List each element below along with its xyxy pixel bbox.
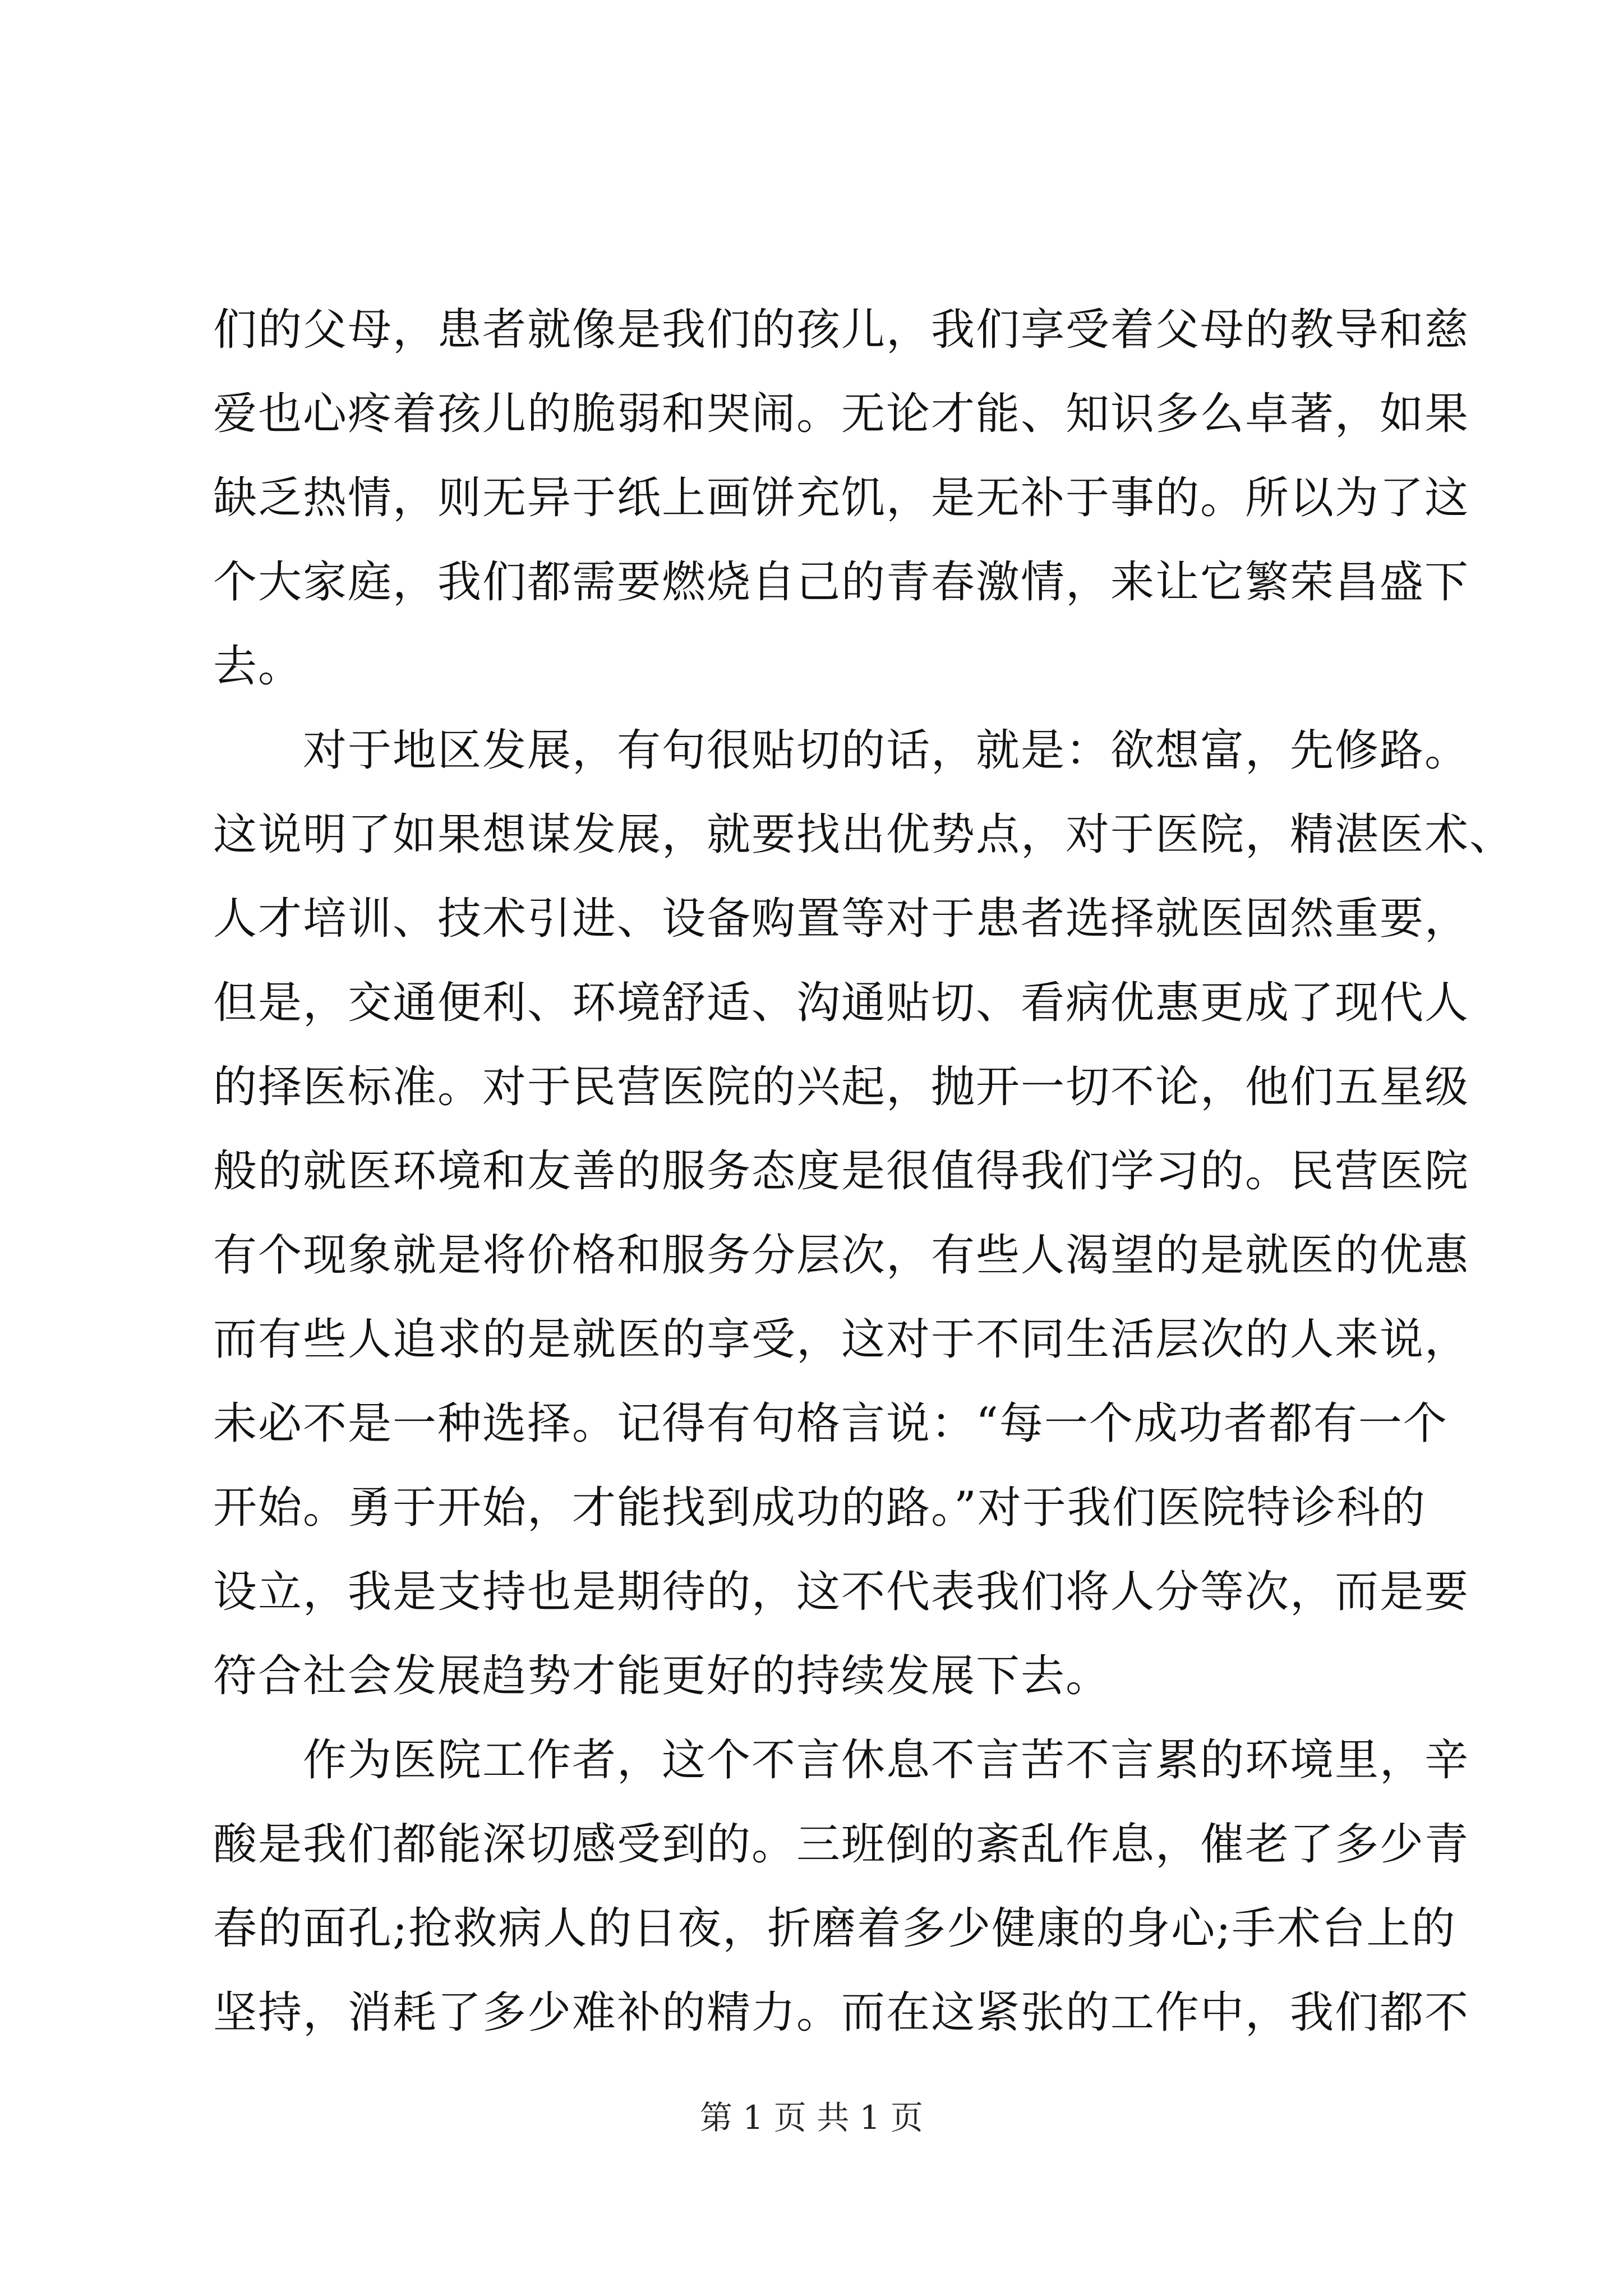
text-line: 般的就医环境和友善的服务态度是很值得我们学习的。民营医院	[213, 1146, 1470, 1197]
text-line: 开始。勇于开始，才能找到成功的路。”对于我们医院特诊科的	[213, 1483, 1426, 1533]
text-line: 但是，交通便利、环境舒适、沟通贴切、看病优惠更成了现代人	[213, 978, 1470, 1028]
text-line: 的择医标准。对于民营医院的兴起，抛开一切不论，他们五星级	[213, 1062, 1470, 1112]
text-line: 这说明了如果想谋发展，就要找出优势点，对于医院，精湛医术、	[213, 809, 1515, 860]
text-line: 符合社会发展趋势才能更好的持续发展下去。	[213, 1651, 1111, 1701]
text-line: 对于地区发展，有句很贴切的话，就是：欲想富，先修路。	[303, 725, 1470, 776]
text-line: 设立，我是支持也是期待的，这不代表我们将人分等次，而是要	[213, 1567, 1470, 1617]
text-line: 有个现象就是将价格和服务分层次，有些人渴望的是就医的优惠	[213, 1230, 1470, 1281]
text-line: 而有些人追求的是就医的享受，这对于不同生活层次的人来说，	[213, 1314, 1470, 1365]
text-line: 缺乏热情，则无异于纸上画饼充饥，是无补于事的。所以为了这	[213, 473, 1470, 523]
text-line: 爱也心疼着孩儿的脆弱和哭闹。无论才能、知识多么卓著，如果	[213, 389, 1470, 439]
text-line: 人才培训、技术引进、设备购置等对于患者选择就医固然重要，	[213, 894, 1470, 944]
body-text	[213, 288, 1515, 2055]
text-line: 个大家庭，我们都需要燃烧自己的青春激情，来让它繁荣昌盛下	[213, 557, 1470, 608]
text-line: 坚持，消耗了多少难补的精力。而在这紧张的工作中，我们都不	[213, 1987, 1470, 2038]
text-line: 去。	[213, 641, 303, 692]
text-line: 作为医院工作者，这个不言休息不言苦不言累的环境里，辛	[303, 1735, 1470, 1786]
text-line: 春的面孔;抢救病人的日夜，折磨着多少健康的身心;手术台上的	[213, 1903, 1456, 1954]
text-line: 未必不是一种选择。记得有句格言说：“每一个成功者都有一个	[213, 1398, 1448, 1449]
text-line: 们的父母，患者就像是我们的孩儿，我们享受着父母的教导和慈	[213, 305, 1470, 355]
text-line: 酸是我们都能深切感受到的。三班倒的紊乱作息，催老了多少青	[213, 1819, 1470, 1870]
page-footer: 第 1 页 共 1 页	[700, 2099, 923, 2137]
